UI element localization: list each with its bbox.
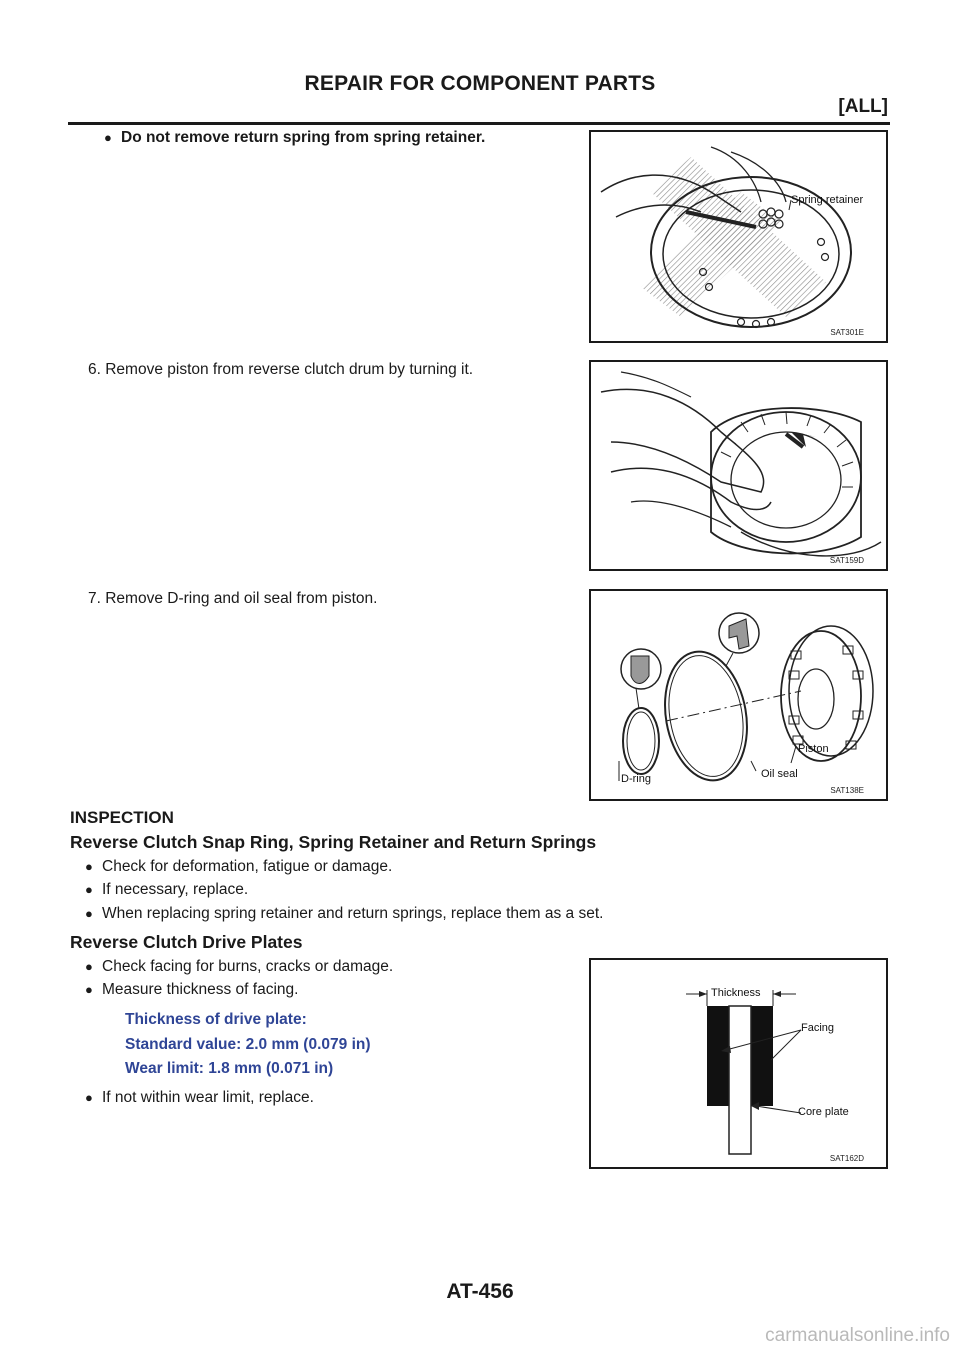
list-item (85, 880, 785, 900)
watermark: carmanualsonline.info (765, 1325, 950, 1346)
spec-title: Thickness of drive plate: (125, 1011, 307, 1028)
step-6: 6. Remove piston from reverse clutch drum by turning it. (88, 361, 474, 378)
spec-standard: Standard value: 2.0 mm (0.079 in) (125, 1036, 371, 1053)
list-item-text: Check facing for burns, cracks or damage. (102, 958, 394, 975)
list-item (85, 957, 545, 977)
thickness-label: Thickness (711, 987, 761, 999)
piston-removal-illustration (591, 362, 886, 569)
list-item (85, 980, 545, 1000)
core-plate-label: Core plate (798, 1106, 849, 1118)
header-divider (68, 122, 890, 125)
spring-retainer-label: Spring retainer (791, 194, 864, 206)
page-title: REPAIR FOR COMPONENT PARTS (304, 72, 656, 95)
figure-spring-retainer (589, 130, 888, 343)
subheading-snap-ring: Reverse Clutch Snap Ring, Spring Retainer and Return Springs (70, 832, 597, 852)
piston-label: Piston (798, 743, 829, 755)
list-item-text: Measure thickness of facing. (102, 981, 299, 998)
section-tag: [ALL] (838, 96, 888, 117)
dring-label: D-ring (621, 773, 651, 785)
step-7: 7. Remove D-ring and oil seal from piston. (88, 590, 378, 607)
bullet-icon: ● (85, 906, 93, 921)
list-item (85, 904, 785, 924)
inspection-heading: INSPECTION (70, 808, 174, 827)
list-item-text: If not within wear limit, replace. (102, 1089, 314, 1106)
figure-dring-oil-seal (589, 589, 888, 801)
list-item (85, 1088, 545, 1108)
figure-piston-removal (589, 360, 888, 571)
dring-oil-seal-illustration (591, 591, 886, 799)
spec-limit: Wear limit: 1.8 mm (0.071 in) (125, 1060, 334, 1077)
bullet-icon: ● (85, 1090, 93, 1105)
list-item-text: Check for deformation, fatigue or damage. (102, 858, 393, 875)
bullet-icon: ● (85, 882, 93, 897)
figure-code: SAT138E (830, 786, 864, 795)
note-bullet (104, 128, 564, 148)
figure-code: SAT162D (829, 1154, 864, 1163)
figure-code: SAT159D (829, 556, 864, 565)
bullet-icon: ● (104, 130, 112, 145)
list-item-text: If necessary, replace. (102, 881, 249, 898)
facing-label: Facing (801, 1022, 835, 1034)
bullet-icon: ● (85, 982, 93, 997)
spring-retainer-illustration (591, 132, 886, 341)
subheading-drive-plates: Reverse Clutch Drive Plates (70, 932, 303, 952)
figure-code: SAT301E (830, 328, 864, 337)
list-item (85, 857, 785, 877)
bullet-icon: ● (85, 859, 93, 874)
page-number: AT-456 (446, 1280, 514, 1303)
figure-plate-thickness (589, 958, 888, 1169)
oil-seal-label: Oil seal (761, 768, 798, 780)
bullet-icon: ● (85, 959, 93, 974)
list-item-text: When replacing spring retainer and return springs, replace them as a set. (102, 905, 604, 922)
note-text: Do not remove return spring from spring retainer. (121, 129, 486, 146)
